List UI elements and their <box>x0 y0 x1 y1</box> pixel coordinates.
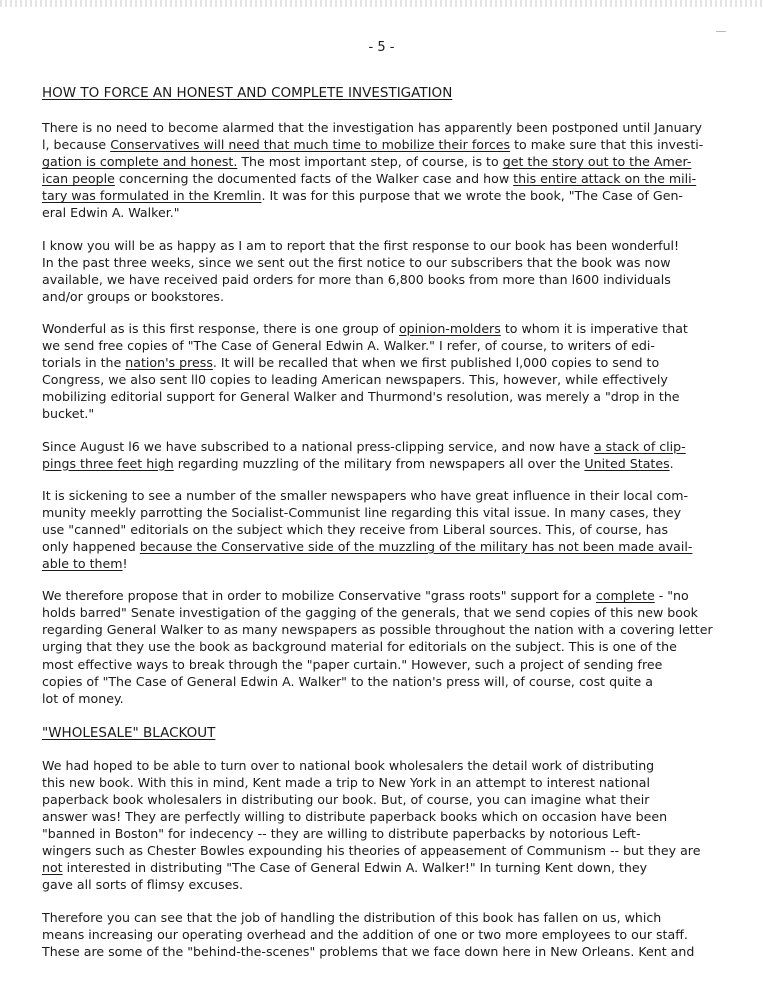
scan-mark <box>716 31 726 32</box>
text-line: available, we have received paid orders for more than 6,800 books from more than l600 individuals <box>42 271 671 287</box>
letter-body <box>42 84 722 975</box>
text-line: urging that they use the book as background material for editorials on the subject. This is one of the <box>42 639 677 655</box>
text-line: copies of "The Case of General Edwin A. Walker" to the nation's press will, of course, cost quite a <box>42 673 653 689</box>
text-run: Wonderful as is this first response, there is one group of <box>42 320 399 336</box>
text-run: to make sure that this investi- <box>510 137 704 153</box>
paragraph-6 <box>42 587 722 707</box>
text-run: l, because <box>42 137 111 153</box>
text-run: The most important step, of course, is to <box>237 154 503 170</box>
paragraph-4 <box>42 438 722 472</box>
text-line <box>42 170 722 187</box>
underlined-phrase: gation is complete and honest. <box>42 154 238 170</box>
text-line <box>42 455 722 472</box>
underlined-phrase: a stack of clip- <box>593 438 686 454</box>
text-run: concerning the documented facts of the Walker case and how <box>114 171 514 187</box>
text-run: . It will be recalled that when we first published l,000 copies to send to <box>212 355 660 371</box>
underlined-phrase: Conservatives will need that much time to mobilize their forces <box>110 137 511 153</box>
text-line: regarding General Walker to as many newspapers as possible throughout the nation with a covering letter <box>42 622 713 638</box>
section-heading-wholesale-blackout: "WHOLESALE" BLACKOUT <box>42 724 216 741</box>
text-line <box>42 187 722 204</box>
text-run: regarding muzzling of the military from newspapers all over the <box>173 455 585 471</box>
text-line: eral Edwin A. Walker." <box>42 205 180 221</box>
underlined-phrase: opinion-molders <box>398 320 501 336</box>
underlined-phrase: complete <box>595 588 655 604</box>
text-run: ! <box>122 556 128 572</box>
underlined-phrase: ican people <box>42 171 115 187</box>
text-line: mobilizing editorial support for General Walker and Thurmond's resolution, was merely a "drop in the <box>42 389 680 405</box>
text-run: . <box>669 455 674 471</box>
text-run: Since August l6 we have subscribed to a national press-clipping service, and now have <box>42 438 594 454</box>
paragraph-3 <box>42 320 722 423</box>
text-run: interested in distributing "The Case of General Edwin A. Walker!" In turning Kent down, they <box>62 860 648 876</box>
text-line: this new book. With this in mind, Kent made a trip to New York in an attempt to interest national <box>42 774 650 790</box>
text-line: In the past three weeks, since we sent out the first notice to our subscribers that the book was now <box>42 254 671 270</box>
page-number: - 5 - <box>368 40 395 55</box>
text-run: only happened <box>42 538 140 554</box>
text-line: "banned in Boston" for indecency -- they are willing to distribute paperbacks by notorious Left- <box>42 826 641 842</box>
text-line: I know you will be as happy as I am to report that the first response to our book has been wonderful! <box>42 237 680 253</box>
text-line: munity meekly parrotting the Socialist-Communist line regarding this vital issue. In many cases, they <box>42 504 682 520</box>
underlined-phrase: United States <box>584 455 670 471</box>
text-line: we send free copies of "The Case of General Edwin A. Walker." I refer, of course, to writers of edi- <box>42 338 655 354</box>
text-line <box>42 354 722 371</box>
text-line: answer was! They are perfectly willing to distribute paperback books which on occasion have been <box>42 809 668 825</box>
text-line: There is no need to become alarmed that the investigation has apparently been postponed until January <box>42 120 702 135</box>
text-line: Therefore you can see that the job of handling the distribution of this book has fallen on us, which <box>42 909 662 925</box>
text-line: It is sickening to see a number of the smaller newspapers who have great influence in their local com- <box>42 487 689 503</box>
underlined-phrase: pings three feet high <box>42 455 174 471</box>
text-run: torials in the <box>42 355 126 371</box>
text-line <box>42 320 722 337</box>
text-line: holds barred" Senate investigation of the gagging of the generals, that we send copies of this new book <box>42 605 698 621</box>
text-line: use "canned" editorials on the subject which they receive from Liberal sources. This, of course, has <box>42 521 669 537</box>
text-line: Congress, we also sent ll0 copies to leading American newspapers. This, however, while effectively <box>42 372 668 388</box>
text-run: - "no <box>654 588 689 604</box>
paragraph-5 <box>42 487 722 572</box>
underlined-phrase: nation's press <box>125 355 213 371</box>
underlined-phrase: tary was formulated in the Kremlin <box>42 188 262 204</box>
underlined-phrase: get the story out to the Amer- <box>502 154 692 170</box>
text-line: most effective ways to break through the "paper curtain." However, such a project of sending free <box>42 656 663 672</box>
text-run: . It was for this purpose that we wrote the book, "The Case of Gen- <box>261 188 683 204</box>
text-run: We therefore propose that in order to mobilize Conservative "grass roots" support for a <box>42 588 596 604</box>
text-run: to whom it is imperative that <box>500 320 688 336</box>
text-line <box>42 438 722 455</box>
text-line: bucket." <box>42 406 95 422</box>
underlined-phrase: able to them <box>42 556 123 572</box>
text-line <box>42 555 722 572</box>
text-line: lot of money. <box>42 690 124 706</box>
text-line <box>42 859 722 876</box>
scan-top-edge <box>0 0 763 7</box>
text-line: means increasing our operating overhead and the addition of one or two more employees to our staff. <box>42 926 688 942</box>
text-line: gave all sorts of flimsy excuses. <box>42 877 243 893</box>
text-line: These are some of the "behind-the-scenes" problems that we face down here in New Orleans. Kent and <box>42 943 695 959</box>
underlined-phrase: not <box>42 860 63 876</box>
underlined-phrase: because the Conservative side of the muzzling of the military has not been made avail- <box>139 538 693 554</box>
section-heading-investigation: HOW TO FORCE AN HONEST AND COMPLETE INVESTIGATION <box>42 85 453 101</box>
paragraph-2 <box>42 237 722 305</box>
text-line: and/or groups or bookstores. <box>42 288 224 304</box>
underlined-phrase: this entire attack on the mili- <box>513 171 697 187</box>
text-line <box>42 587 722 604</box>
text-line: wingers such as Chester Bowles expounding his theories of appeasement of Communism -- but they are <box>42 843 701 859</box>
paragraph-1 <box>42 119 722 222</box>
text-line <box>42 136 722 153</box>
text-line <box>42 153 722 170</box>
paragraph-7 <box>42 757 722 894</box>
text-line: paperback book wholesalers in distributing our book. But, of course, you can imagine what their <box>42 792 650 807</box>
text-line: We had hoped to be able to turn over to national book wholesalers the detail work of distributing <box>42 757 655 773</box>
text-line <box>42 538 722 555</box>
paragraph-8 <box>42 909 722 960</box>
